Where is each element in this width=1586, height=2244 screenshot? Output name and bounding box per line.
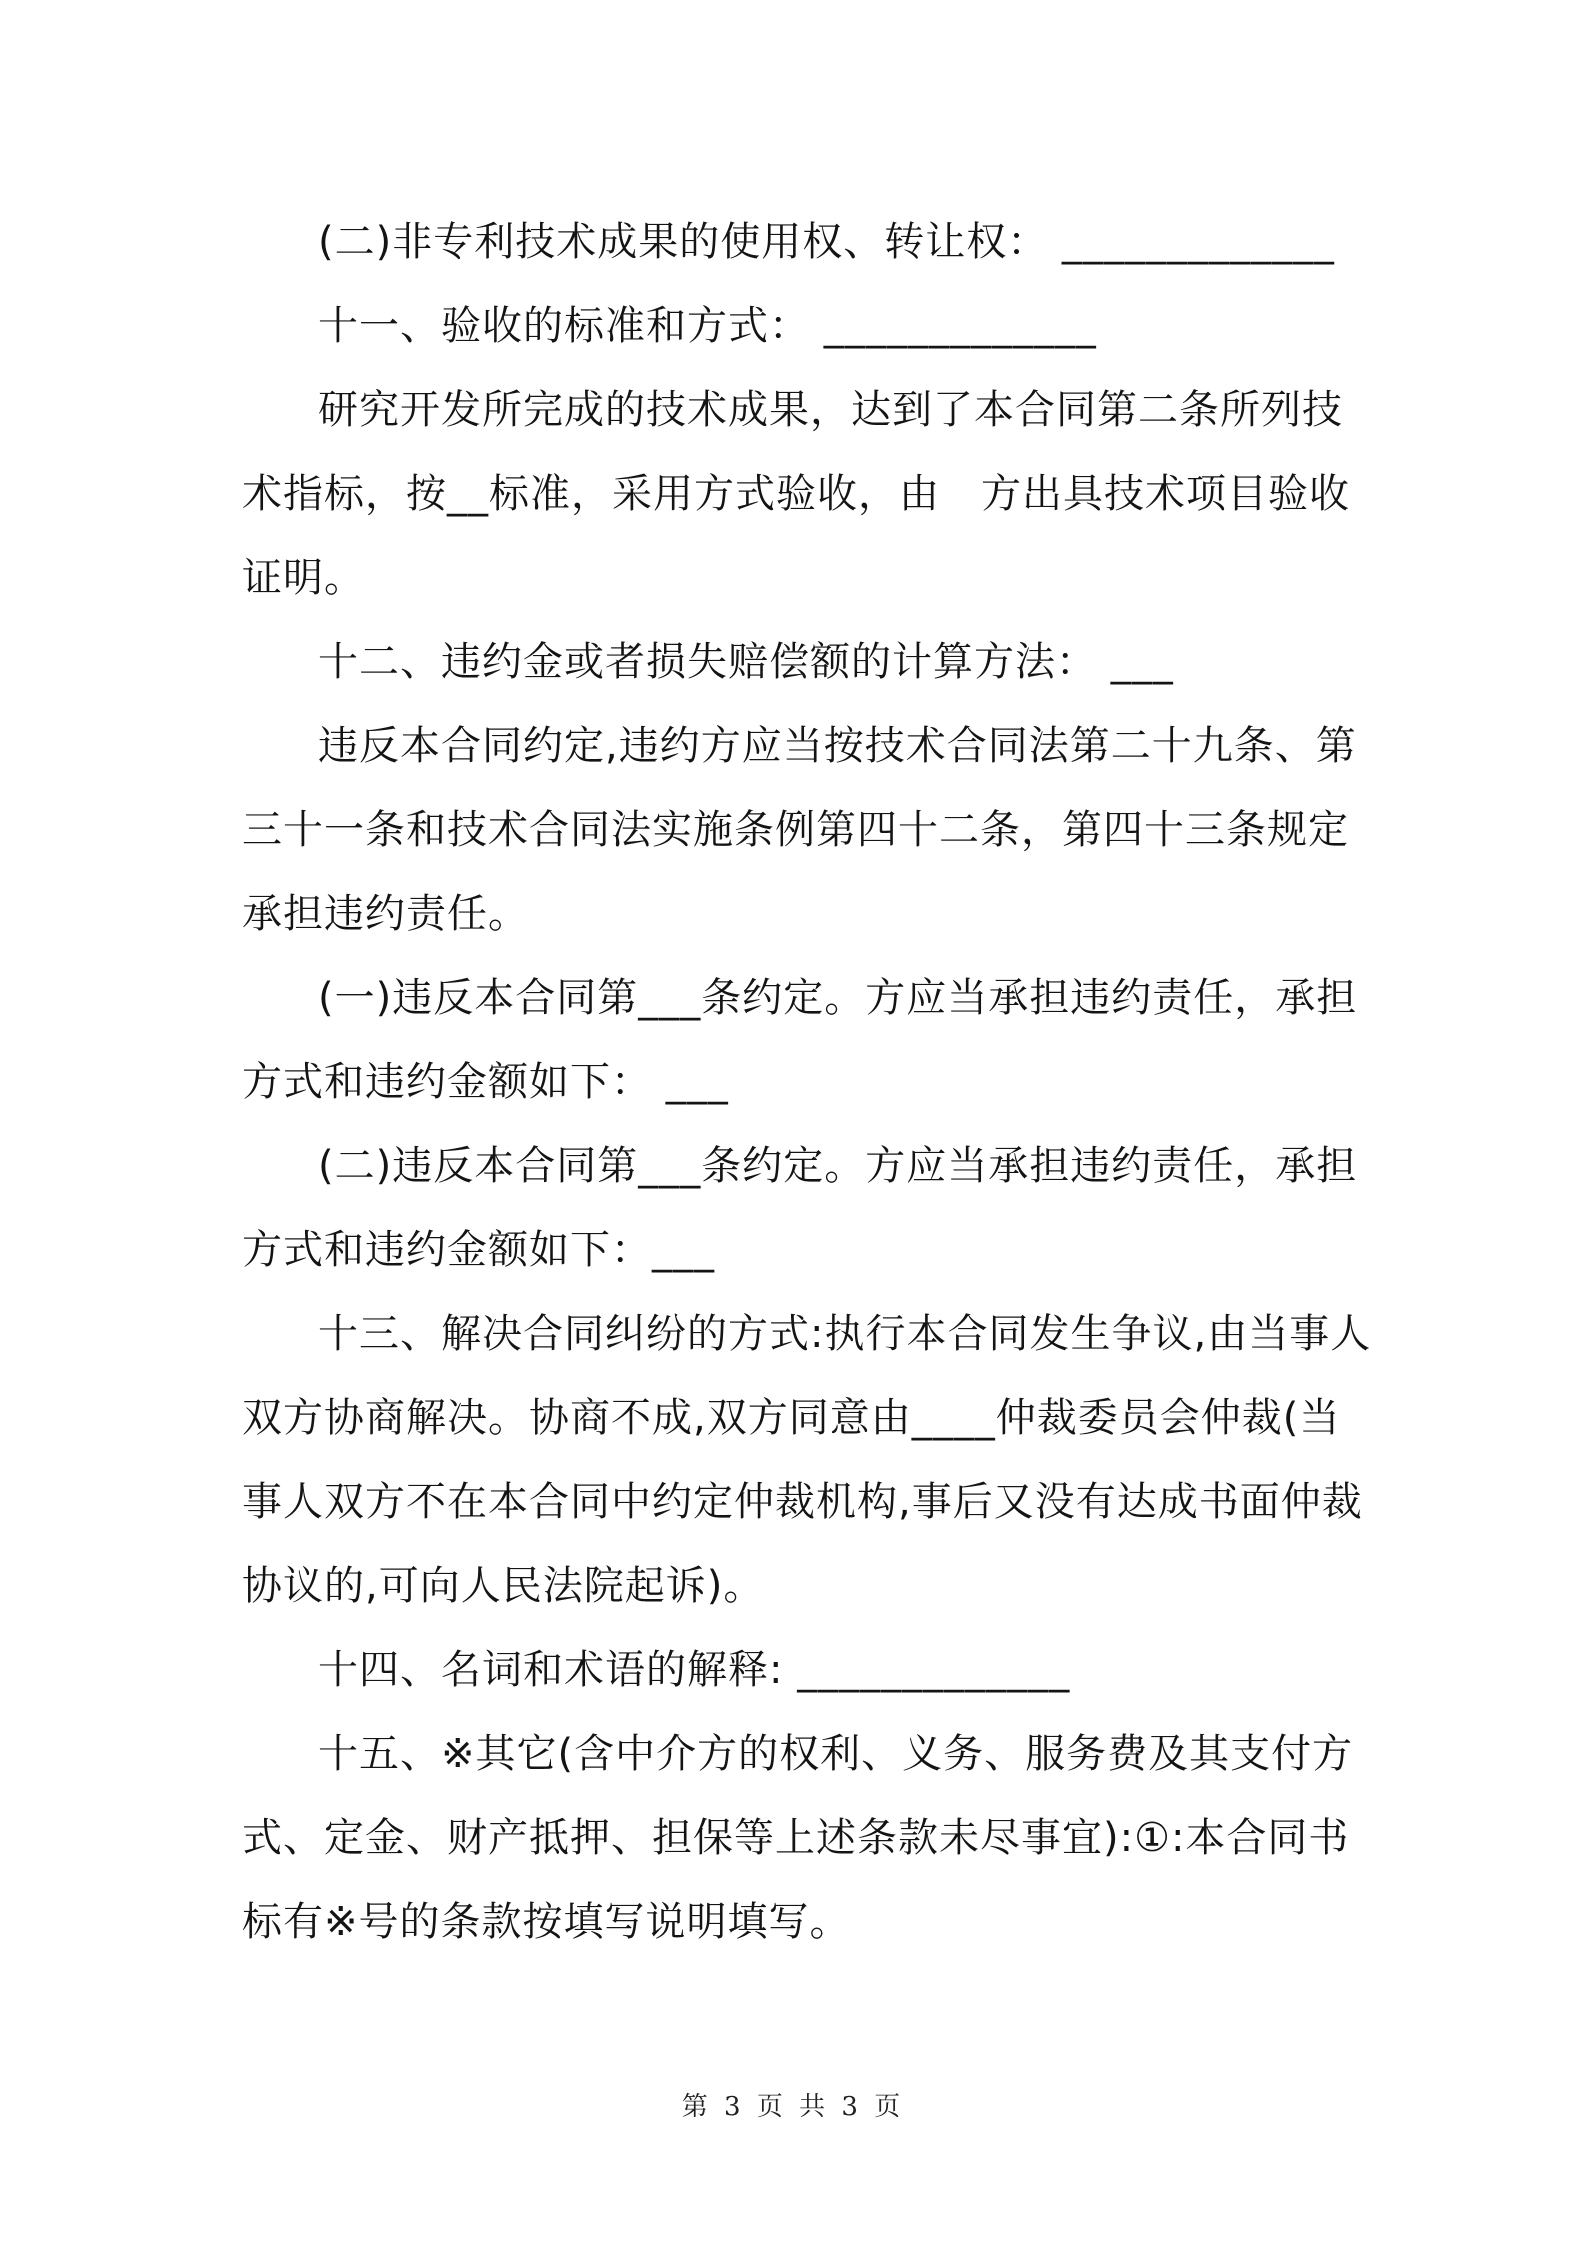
paragraph-breach-two: (二)违反本合同第___条约定。方应当承担违约责任，承担方式和违约金额如下：___	[242, 1143, 1358, 1273]
paragraph-acceptance-standard: 十一、验收的标准和方式： _____________	[318, 303, 1097, 349]
paragraph-non-patent-rights: (二)非专利技术成果的使用权、转让权： _____________	[318, 219, 1335, 265]
paragraph-acceptance-detail: 研究开发所完成的技术成果，达到了本合同第二条所列技术指标，按__标准，采用方式验收，由 方出具技术项目验收证明。	[242, 387, 1350, 601]
paragraph-penalty-detail: 违反本合同约定,违约方应当按技术合同法第二十九条、第三十一条和技术合同法实施条例第四十二条，第四十三条规定承担违约责任。	[242, 723, 1357, 937]
paragraph-dispute-resolution: 十三、解决合同纠纷的方式:执行本合同发生争议,由当事人双方协商解决。协商不成,双方同意由____仲裁委员会仲裁(当事人双方不在本合同中约定仲裁机构,事后又没有达成书面仲裁协议的,可向人民法院起诉)。	[242, 1311, 1372, 1609]
paragraph-breach-one: (一)违反本合同第___条约定。方应当承担违约责任，承担方式和违约金额如下： ___	[242, 975, 1358, 1105]
page-number-footer: 第 3 页 共 3 页	[681, 2092, 905, 2122]
paragraph-penalty-method: 十二、违约金或者损失赔偿额的计算方法： ___	[318, 639, 1174, 685]
document-body	[242, 200, 1374, 1964]
paragraph-terms-definition: 十四、名词和术语的解释: _____________	[318, 1647, 1071, 1693]
paragraph-other-terms: 十五、※其它(含中介方的权利、义务、服务费及其支付方式、定金、财产抵押、担保等上述条款未尽事宜):①:本合同书标有※号的条款按填写说明填写。	[242, 1731, 1354, 1945]
